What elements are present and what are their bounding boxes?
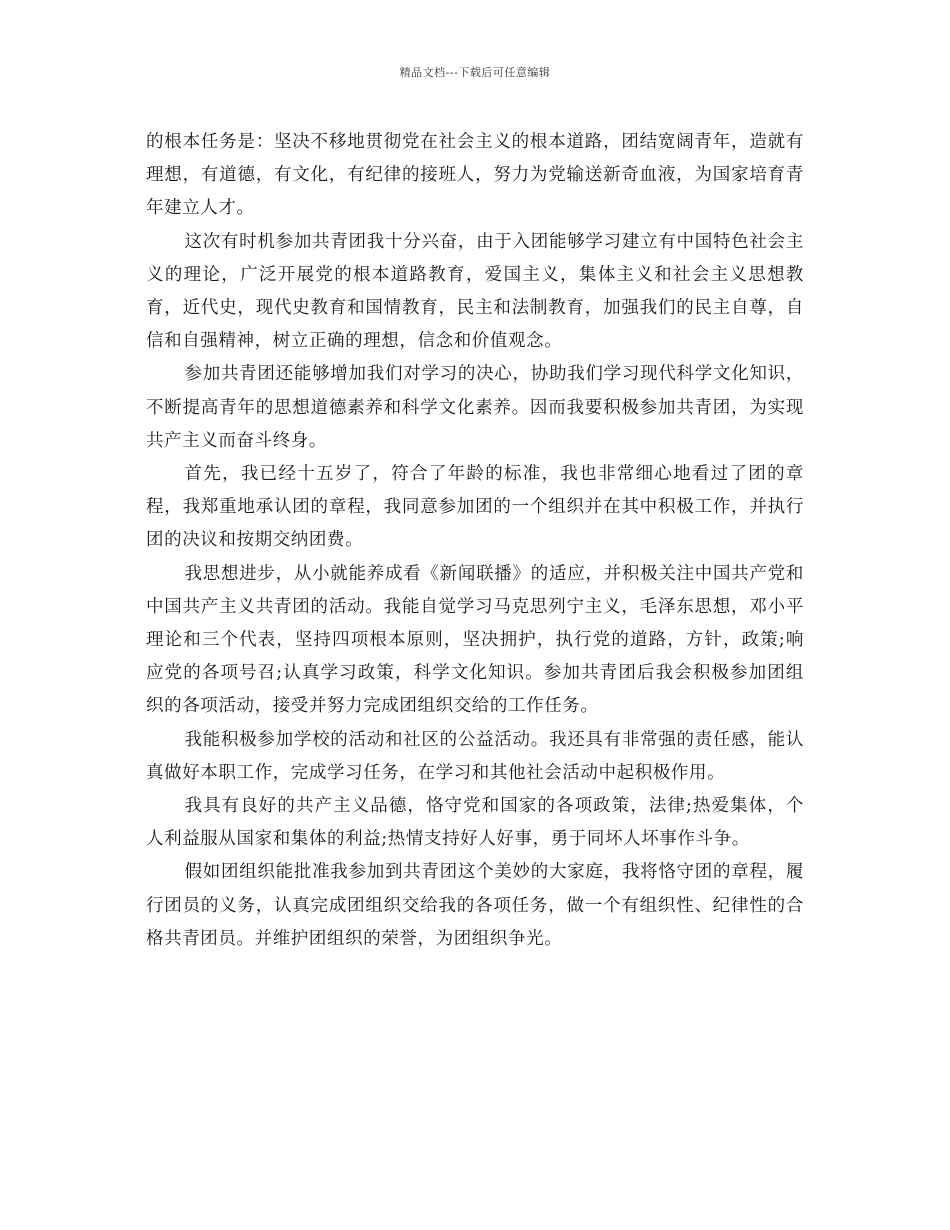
paragraph: 我思想进步，从小就能养成看《新闻联播》的适应，并积极关注中国共产党和中国共产主义共青团的活动。我能自觉学习马克思列宁主义，毛泽东思想，邓小平理论和三个代表，坚持四项根本原则，坚决拥护，执行党的道路，方针，政策;响应党的各项号召;认真学习政策，科学文化知识。参加共青团后我会积极参加团组织的各项活动，接受并努力完成团组织交给的工作任务。 (146, 563, 804, 717)
paragraph: 我能积极参加学校的活动和社区的公益活动。我还具有非常强的责任感，能认真做好本职工作，完成学习任务，在学习和其他社会活动中起积极作用。 (146, 729, 804, 783)
paragraph: 假如团组织能批准我参加到共青团这个美妙的大家庭，我将恪守团的章程，履行团员的义务，认真完成团组织交给我的各项任务，做一个有组织性、纪律性的合格共青团员。并维护团组织的荣誉，为团组织争光。 (146, 862, 804, 949)
document-body (146, 126, 804, 956)
paragraph: 这次有时机参加共青团我十分兴奋，由于入团能够学习建立有中国特色社会主义的理论，广泛开展党的根本道路教育，爱国主义，集体主义和社会主义思想教育，近代史，现代史教育和国情教育，民主和法制教育，加强我们的民主自尊，自信和自强精神，树立正确的理想，信念和价值观念。 (146, 231, 804, 352)
paragraph: 参加共青团还能够增加我们对学习的决心，协助我们学习现代科学文化知识，不断提高青年的思想道德素养和科学文化素养。因而我要积极参加共青团，为实现共产主义而奋斗终身。 (146, 364, 804, 451)
paragraph: 我具有良好的共产主义品德，恪守党和国家的各项政策，法律;热爱集体，个人利益服从国家和集体的利益;热情支持好人好事，勇于同坏人坏事作斗争。 (146, 796, 804, 850)
page-header: 精品文档---下载后可任意编辑 (399, 66, 551, 79)
paragraph: 首先，我已经十五岁了，符合了年龄的标准，我也非常细心地看过了团的章程，我郑重地承认团的章程，我同意参加团的一个组织并在其中积极工作，并执行团的决议和按期交纳团费。 (146, 464, 804, 551)
paragraph-continuation: 的根本任务是：坚决不移地贯彻党在社会主义的根本道路，团结宽阔青年，造就有理想，有道德，有文化，有纪律的接班人，努力为党输送新奇血液，为国家培育青年建立人才。 (146, 132, 804, 219)
